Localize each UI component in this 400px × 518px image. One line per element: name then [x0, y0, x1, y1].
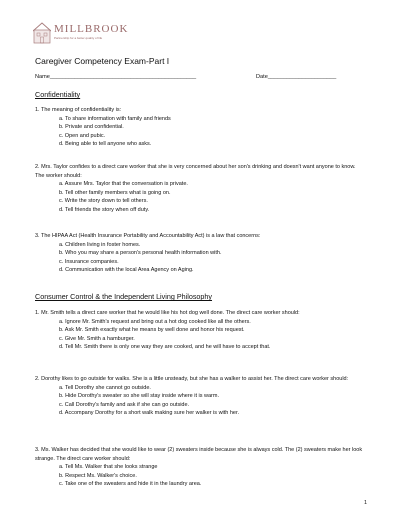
date-field-label: Date______________________	[256, 74, 337, 80]
name-date-row	[35, 74, 365, 80]
question-stem: 2. Dorothy likes to go outside for walks. She is a little unsteady, but she has a walker to assist her. The direct care worker should:	[35, 376, 349, 382]
option-a: a. Tell Dorothy she cannot go outside.	[59, 384, 151, 391]
question-confidentiality-3	[35, 232, 365, 275]
question-consumer-control-1	[35, 309, 365, 352]
answer-options	[35, 115, 365, 149]
option-c: c. Write the story down to tell others.	[59, 198, 148, 205]
question-consumer-control-2	[35, 375, 365, 418]
option-b: b. Hide Dorothy's sweater so she will stay inside where it is warm.	[59, 393, 219, 400]
question-confidentiality-2	[35, 163, 365, 215]
page-title: Caregiver Competency Exam-Part I	[35, 56, 170, 66]
answer-options	[35, 241, 365, 275]
answer-options	[35, 463, 365, 489]
option-d: d. Tell Mr. Smith there is only one way they are cooked, and he will have to accept that.	[59, 344, 271, 351]
name-field-label: Name_______________________________________________	[35, 74, 197, 80]
option-a: a. Ignore Mr. Smith's request and bring out a hot dog cooked like all the others.	[59, 318, 251, 325]
option-a: a. Children living in foster homes.	[59, 241, 141, 248]
answer-options	[35, 384, 365, 418]
option-b: b. Respect Ms. Walker's choice.	[59, 472, 137, 479]
question-stem: 3. The HIPAA Act (Health Insurance Portability and Accountability Act) is a law that concerns:	[35, 233, 261, 239]
option-c: c. Open and pubic.	[59, 132, 106, 139]
option-c: c. Take one of the sweaters and hide it in the laundry area.	[59, 481, 202, 488]
question-stem: 1. Mr. Smith tells a direct care worker that he would like his hot dog well done. The direct care worker should:	[35, 310, 300, 316]
question-confidentiality-1	[35, 106, 365, 149]
question-stem: 3. Ms. Walker has decided that she would like to wear (2) sweaters inside because she is always cold. The (2) sweaters make her look strange. The direct care worker should:	[35, 447, 363, 462]
logo-tagline: Partnership for a better quality of life	[54, 36, 103, 40]
question-consumer-control-3	[35, 446, 365, 489]
house-illustration-icon	[33, 21, 51, 45]
option-c: c. Give Mr. Smith a hamburger.	[59, 335, 135, 342]
option-a: a. Assure Mrs. Taylor that the conversation is private.	[59, 181, 188, 188]
option-d: d. Tell friends the story when off duty.	[59, 206, 150, 213]
option-b: b. Ask Mr. Smith exactly what he means by well done and honor his request.	[59, 327, 245, 334]
question-stem: 1. The meaning of confidentiality is:	[35, 107, 122, 113]
option-d: d. Communication with the local Area Agency on Aging.	[59, 267, 194, 274]
question-stem: 2. Mrs. Taylor confides to a direct care worker that she is very concerned about her son's drinking and doesn't want anyone to know. The worker should:	[35, 164, 356, 179]
answer-options	[35, 180, 365, 214]
answer-options	[35, 318, 365, 352]
option-c: c. Call Dorothy's family and ask if she can go outside.	[59, 401, 190, 408]
option-d: d. Being able to tell anyone who asks.	[59, 141, 152, 148]
option-d: d. Accompany Dorothy for a short walk making sure her walker is with her.	[59, 410, 240, 417]
option-c: c. Insurance companies.	[59, 258, 119, 265]
option-b: b. Private and confidential.	[59, 124, 124, 131]
page-number: 1	[363, 500, 367, 506]
option-b: b. Tell other family members what is going on.	[59, 189, 171, 196]
millbrook-logo	[33, 21, 129, 47]
option-a: a. Tell Ms. Walker that she looks strange	[59, 464, 158, 471]
option-a: a. To share information with family and friends	[59, 115, 171, 122]
logo-text: MILLBROOK	[54, 23, 129, 35]
option-b: b. Who you may share a person's personal health information with.	[59, 250, 222, 257]
section-heading-confidentiality: Confidentiality	[35, 90, 81, 99]
section-heading-consumer-control: Consumer Control & the Independent Living Philosophy	[35, 292, 213, 301]
